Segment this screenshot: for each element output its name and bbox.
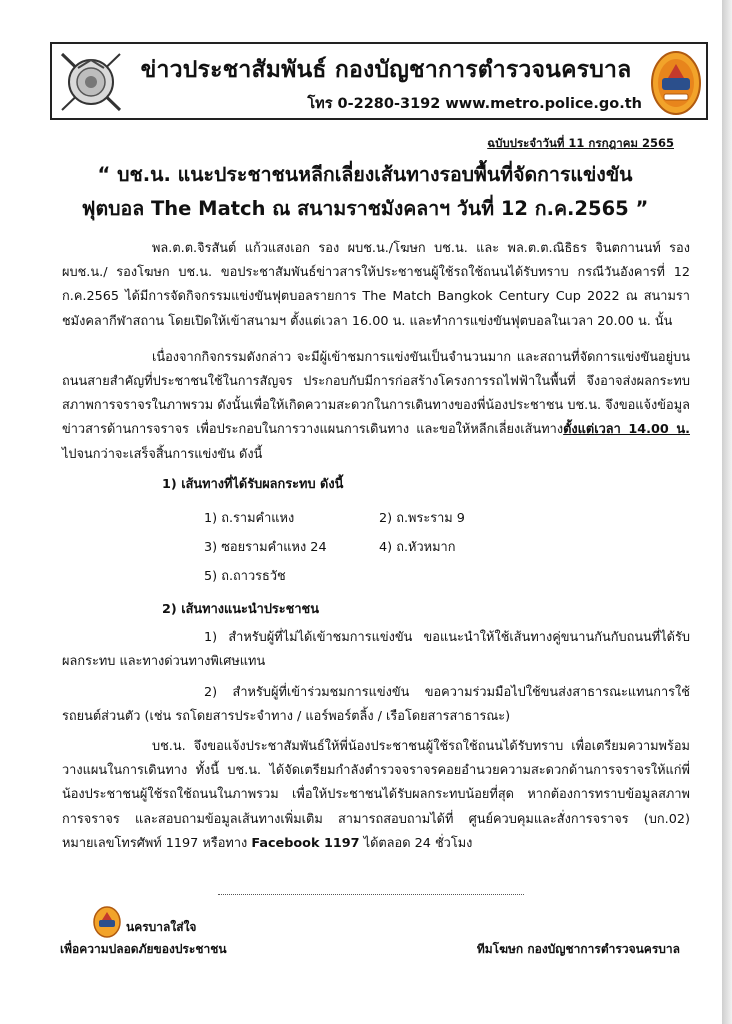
slogan-line-2: เพื่อความปลอดภัยของประชาชน xyxy=(60,942,227,956)
paragraph-context-tail: ไปจนกว่าจะเสร็จสิ้นการแข่งขัน ดังนี้ xyxy=(62,446,263,462)
list-item: 5) ถ.ถาวรธวัช xyxy=(204,569,286,585)
avoid-time-highlight: ตั้งแต่เวลา 14.00 น. xyxy=(563,422,690,438)
signature: ทีมโฆษก กองบัญชาการตำรวจนครบาล xyxy=(476,942,680,956)
slogan-line-1: นครบาลใส่ใจ xyxy=(126,920,197,934)
dotted-divider xyxy=(218,894,524,895)
list-item: 2) ถ.พระราม 9 xyxy=(379,511,465,527)
paragraph-closing-text: บช.น. จึงขอแจ้งประชาสัมพันธ์ให้พี่น้องประชาชนผู้ใช้รถใช้ถนนได้รับทราบ เพื่อเตรียมความพร้อมวางแผนในการเดินทาง ทั้งนี้ บช.น. ได้จัดเตรียมกำลังตำรวจจราจรคอยอำนวยความสะดวกด้านการจราจรให้แก่พี่น้องประชาชนผู้ใช้รถใช้ถนนในภาพรวม เพื่อให้ประชาชนได้รับผลกระทบน้อยที่สุด หากต้องการทราบข้อมูลสภาพการจราจร และสอบถามข้อมูลเส้นทางเพิ่มเติม สามารถสอบถามได้ที่ ศูนย์ควบคุมและสั่งการจราจร (บก.02) หมายเลขโทรศัพท์ 1197 หรือทาง xyxy=(62,739,690,851)
press-release-title: ข่าวประชาสัมพันธ์ กองบัญชาการตำรวจนครบาล xyxy=(140,57,632,83)
advice-attendees: 2) สำหรับผู้ที่เข้าร่วมชมการแข่งขัน ขอความร่วมมือไปใช้ขนส่งสาธารณะแทนการใช้รถยนต์ส่วนตัว (เช่น รถโดยสารประจำทาง / แอร์พอร์ตลิ้ง / เรือโดยสารสาธารณะ) xyxy=(62,684,690,724)
list-item: 4) ถ.หัวหมาก xyxy=(379,540,456,556)
section-recommended-routes-title: 2) เส้นทางแนะนำประชาชน xyxy=(162,602,319,618)
header-banner xyxy=(50,42,708,120)
body-text xyxy=(62,237,690,856)
headline-line-2: ฟุตบอล The Match ณ สนามราชมังคลาฯ วันที่ 12 ก.ค.2565 ” xyxy=(81,197,649,220)
edition-date: ฉบับประจำวันที่ 11 กรกฎาคม 2565 xyxy=(487,136,674,150)
paragraph-context xyxy=(62,346,690,467)
contact-line: โทร 0-2280-3192 www.metro.police.go.th xyxy=(307,96,642,112)
paragraph-closing-tail: ได้ตลอด 24 ชั่วโมง xyxy=(359,835,473,851)
advice-non-attendees: 1) สำหรับผู้ที่ไม่ได้เข้าชมการแข่งขัน ขอแนะนำให้ใช้เส้นทางคู่ขนานกันกับถนนที่ได้รับผลกระทบ และทางด่วนทางพิเศษแทน xyxy=(62,630,690,670)
metropolitan-police-emblem-icon xyxy=(88,906,126,938)
paragraph-context-text: เนื่องจากกิจกรรมดังกล่าว จะมีผู้เข้าชมการแข่งขันเป็นจำนวนมาก และสถานที่จัดการแข่งขันอยู่บนถนนสายสำคัญที่ประชาชนใช้ในการสัญจร ประกอบกับมีการก่อสร้างโครงการรถไฟฟ้าในพื้นที่ จึงอาจส่งผลกระทบสภาพการจราจรในภาพรวม ดังนั้นเพื่อให้เกิดความสะดวกในการเดินทางของพี่น้องประชาชน บช.น. จึงขอแจ้งข้อมูลข่าวสารด้านการจราจร เพื่อประกอบในการวางแผนการเดินทาง และขอให้หลีกเลี่ยงเส้นทาง xyxy=(62,349,690,438)
metropolitan-police-emblem-icon xyxy=(650,50,702,116)
headline xyxy=(40,158,690,226)
page-edge xyxy=(722,0,732,1024)
section-affected-routes-title: 1) เส้นทางที่ได้รับผลกระทบ ดังนี้ xyxy=(162,476,344,492)
list-item: 1) ถ.รามคำแหง xyxy=(204,511,295,527)
list-item: 3) ซอยรามคำแหง 24 xyxy=(204,540,327,556)
paragraph-closing xyxy=(62,735,690,856)
affected-routes-list xyxy=(62,505,690,592)
headline-line-1: “ บช.น. แนะประชาชนหลีกเลี่ยงเส้นทางรอบพื้นที่จัดการแข่งขัน xyxy=(97,163,633,186)
facebook-contact: Facebook 1197 xyxy=(251,835,360,851)
police-crest-icon xyxy=(56,48,126,116)
paragraph-intro: พล.ต.ต.จิรสันต์ แก้วแสงเอก รอง ผบช.น./โฆษก บช.น. และ พล.ต.ต.ณิธิธร จินตกานนท์ รอง ผบช.น./ รองโฆษก บช.น. ขอประชาสัมพันธ์ข่าวสารให้ประชาชนผู้ใช้รถใช้ถนนได้รับทราบ กรณีวันอังคารที่ 12 ก.ค.2565 ได้มีการจัดกิจกรรมแข่งขันฟุตบอลรายการ The Match Bangkok Century Cup 2022 ณ สนามราชมังคลากีฬาสถาน โดยเปิดให้เข้าสนามฯ ตั้งแต่เวลา 16.00 น. และทำการแข่งขันฟุตบอลในเวลา 20.00 น. นั้น xyxy=(62,241,690,329)
